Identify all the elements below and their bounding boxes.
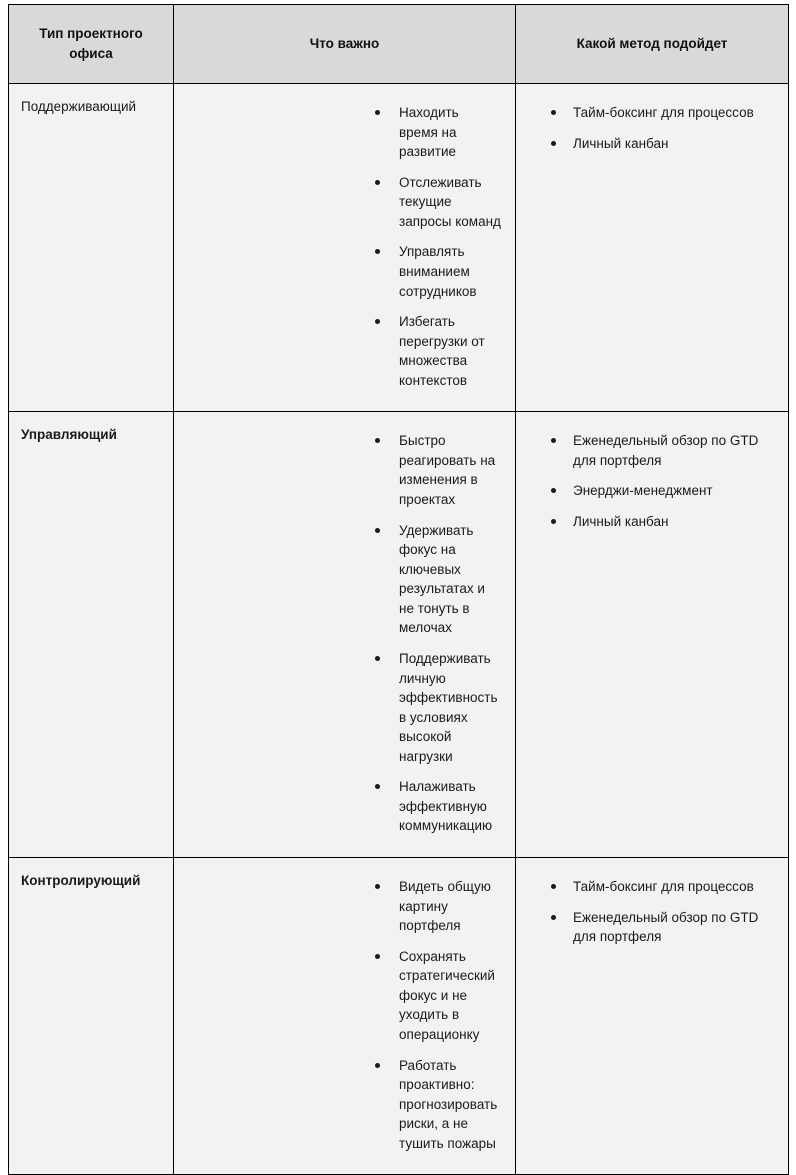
list-item	[516, 431, 774, 470]
bullet-icon	[551, 141, 556, 146]
bullet-icon	[375, 656, 380, 661]
list-item	[516, 134, 774, 154]
cell-pmo-type: Контролирующий	[9, 858, 174, 1175]
bullet-icon	[375, 438, 380, 443]
list-item-label: Еженедельный обзор по GTD для портфеля	[573, 909, 759, 945]
list-item	[174, 431, 501, 509]
pmo-types-methods-table	[8, 4, 789, 1175]
list-item	[174, 877, 501, 936]
header-row	[9, 5, 789, 84]
bullet-icon	[551, 519, 556, 524]
methods-list	[516, 103, 774, 153]
list-item-label: Находить время на развитие	[399, 105, 459, 160]
cell-which-method	[516, 84, 789, 412]
bullet-icon	[375, 110, 380, 115]
list-item-label: Налаживать эффективную коммуникацию	[399, 779, 493, 834]
list-item	[174, 521, 501, 638]
methods-list	[516, 877, 774, 947]
list-item-label: Энерджи-менеджмент	[573, 483, 713, 499]
cell-what-matters	[174, 412, 516, 858]
list-item-label: Личный канбан	[573, 135, 669, 151]
bullet-icon	[375, 319, 380, 324]
list-item-label: Поддерживать личную эффективность в условиях высокой нагрузки	[399, 650, 498, 764]
list-item-label: Тайм-боксинг для процессов	[573, 879, 754, 894]
cell-what-matters	[174, 84, 516, 412]
list-item	[174, 947, 501, 1045]
bullet-icon	[375, 528, 380, 533]
what-matters-list	[174, 877, 501, 1153]
what-matters-list	[174, 431, 501, 836]
bullet-icon	[375, 1063, 380, 1068]
cell-what-matters	[174, 858, 516, 1175]
bullet-icon	[551, 438, 556, 443]
list-item-label: Видеть общую картину портфеля	[399, 879, 491, 934]
list-item-label: Удерживать фокус на ключевых результатах и не тонуть в мелочах	[399, 522, 485, 636]
list-item	[516, 512, 774, 532]
list-item	[516, 908, 774, 947]
table-body	[9, 84, 789, 1175]
list-item-label: Отслеживать текущие запросы команд	[399, 174, 501, 229]
bullet-icon	[375, 954, 380, 959]
table-row	[9, 84, 789, 412]
cell-which-method	[516, 858, 789, 1175]
bullet-icon	[375, 180, 380, 185]
list-item	[174, 649, 501, 766]
list-item-label: Сохранять стратегический фокус и не уходить в операционку	[399, 948, 495, 1042]
comparison-table-container	[8, 4, 788, 1175]
column-header-what-matters: Что важно	[174, 5, 516, 84]
list-item	[174, 242, 501, 301]
bullet-icon	[551, 915, 556, 920]
list-item-label: Управлять вниманием сотрудников	[399, 244, 477, 299]
bullet-icon	[551, 884, 556, 889]
bullet-icon	[375, 884, 380, 889]
list-item-label: Еженедельный обзор по GTD для портфеля	[573, 433, 759, 468]
list-item	[174, 1056, 501, 1154]
table-row	[9, 858, 789, 1175]
table-row	[9, 412, 789, 858]
what-matters-list	[174, 103, 501, 390]
bullet-icon	[375, 784, 380, 789]
list-item-label: Избегать перегрузки от множества контекстов	[399, 314, 485, 388]
cell-pmo-type: Управляющий	[9, 412, 174, 858]
list-item	[174, 173, 501, 232]
list-item-label: Тайм-боксинг для процессов	[573, 105, 754, 120]
list-item	[174, 103, 501, 162]
list-item-label: Быстро реагировать на изменения в проектах	[399, 433, 496, 507]
list-item	[174, 312, 501, 390]
cell-which-method	[516, 412, 789, 858]
cell-pmo-type: Поддерживающий	[9, 84, 174, 412]
list-item	[516, 877, 774, 897]
list-item	[174, 777, 501, 836]
bullet-icon	[375, 249, 380, 254]
list-item-label: Работать проактивно: прогнозировать риски, а не тушить пожары	[399, 1057, 498, 1151]
list-item	[516, 103, 774, 123]
table-header	[9, 5, 789, 84]
column-header-pmo-type: Тип проектного офиса	[9, 5, 174, 84]
list-item-label: Личный канбан	[573, 514, 669, 529]
bullet-icon	[551, 488, 556, 493]
bullet-icon	[551, 110, 556, 115]
column-header-which-method: Какой метод подойдет	[516, 5, 789, 84]
methods-list	[516, 431, 774, 531]
list-item	[516, 481, 774, 501]
